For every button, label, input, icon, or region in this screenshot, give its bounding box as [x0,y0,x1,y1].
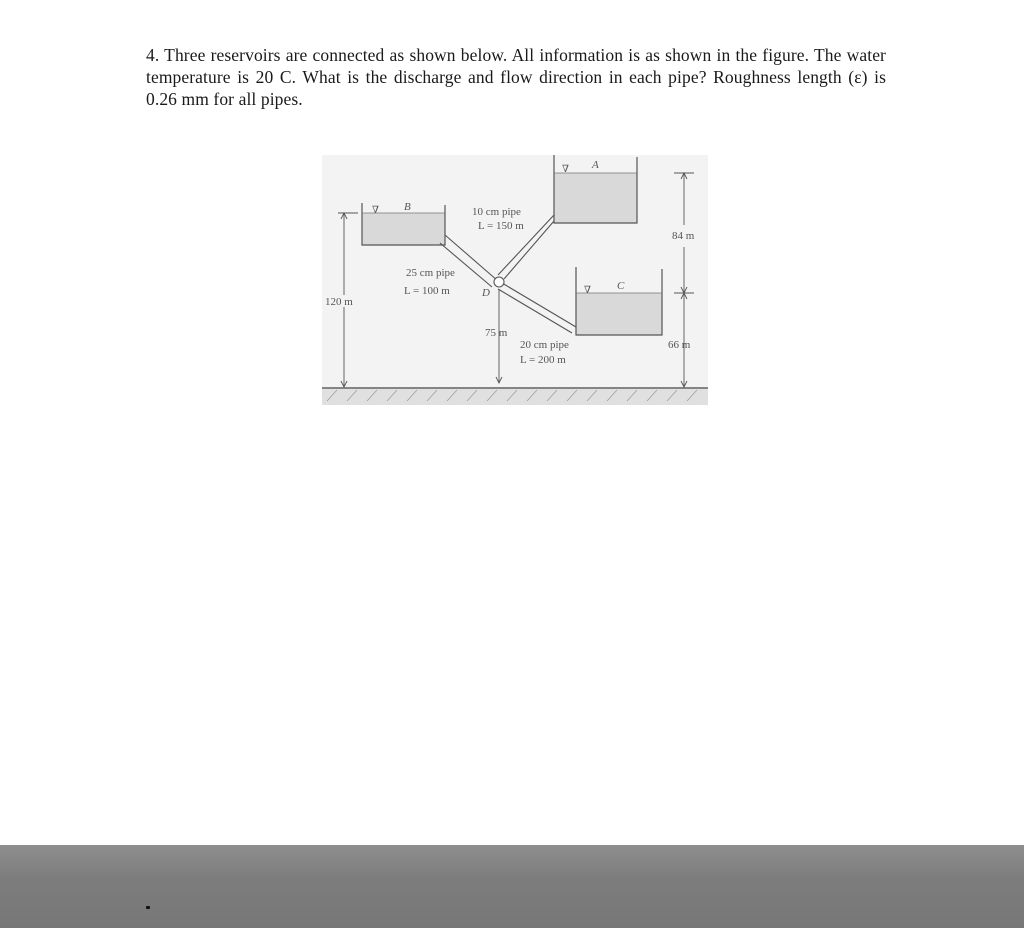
pipe-ad-size: 10 cm pipe [472,206,521,218]
pipe-bd-size: 25 cm pipe [406,267,455,279]
ground [322,387,708,405]
junction-d [494,277,504,287]
pipe-dc-length: L = 200 m [520,354,566,366]
label-d: D [482,287,490,299]
label-a: A [592,159,599,171]
label-c: C [617,280,625,292]
scan-speck [146,906,150,909]
reservoir-diagram [322,155,708,405]
water-surface-b-icon: ∇ [372,205,379,216]
water-surface-a-icon: ∇ [562,164,569,175]
pipe-ad-length: L = 150 m [478,220,524,232]
elevation-c-label: 66 m [668,339,691,351]
elevation-d-label: 75 m [485,327,508,339]
figure-background [322,155,708,405]
pipe-bd-length: L = 100 m [404,285,450,297]
elevation-a-above-c-label: 84 m [672,230,695,242]
label-b: B [404,201,411,213]
scanner-bottom-band [0,845,1024,928]
pipe-dc-size: 20 cm pipe [520,339,569,351]
water-surface-c-icon: ∇ [584,285,591,296]
reservoir-figure [322,155,708,405]
question-text: 4. Three reservoirs are connected as shown below. All information is as shown in the figure. The water temperature is 20 C. What is the discharge and flow direction in each pipe? Roughness length (ε) is 0.26 mm for all pipes. [146,44,886,109]
elevation-b-label: 120 m [325,296,353,308]
